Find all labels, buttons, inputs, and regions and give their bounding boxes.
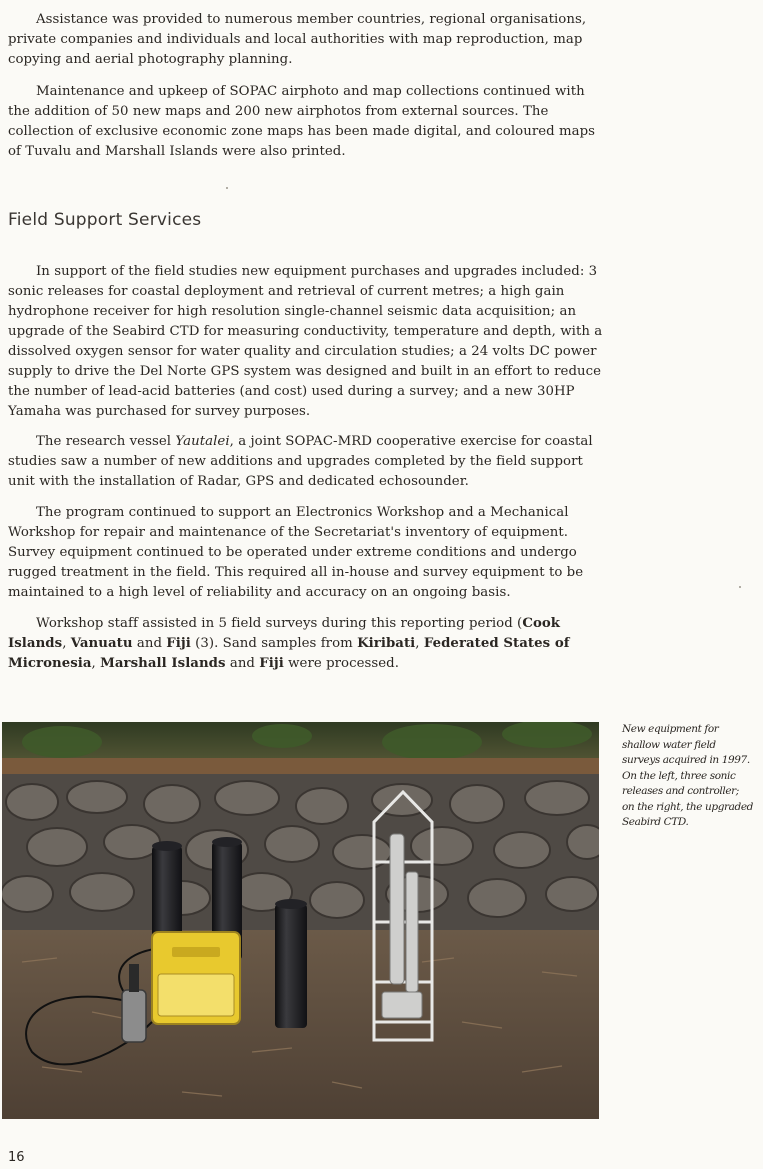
country-name: Vanuatu (70, 636, 133, 651)
country-name: Cook Islands (8, 616, 561, 651)
print-speck (226, 187, 228, 189)
paragraph-equipment-purchases: In support of the field studies new equipment purchases and upgrades included: 3 sonic releases for coastal deployment and retrieval of current metres; a high gain hydrophone receiver for high resolution single-channel seismic data acquisition; an upgrade of the Seabird CTD for measuring conductivity, temperature and depth, with a dissolved oxygen sensor for water quality and circulation studies; a 24 volts DC power supply to drive the Del Norte GPS system was designed and built in an effort to reduce the number of lead-acid batteries (and cost) used during a survey; and a new 30HP Yamaha was purchased for survey purposes. (8, 264, 603, 419)
intro-paragraph-map-reproduction: Assistance was provided to numerous member countries, regional organisations, private companies and individuals and local authorities with map reproduction, map copying and aerial photography planning. (8, 12, 587, 67)
print-speck (739, 586, 741, 588)
text-run: Workshop staff assisted in 5 field surveys during this reporting period ( (36, 616, 523, 631)
text-run: , (91, 656, 101, 671)
country-name: Kiribati (357, 636, 416, 651)
equipment-photo (2, 722, 599, 1119)
paragraph-field-surveys (8, 614, 608, 674)
text-run: The research vessel (36, 434, 176, 449)
text-run: and (132, 636, 167, 651)
equipment-photo-illustration (2, 722, 599, 1119)
text-run: and (225, 656, 260, 671)
text-run: , a joint SOPAC-MRD cooperative exercise for coastal studies saw a number of new additions and upgrades completed by the field support unit with the installation of Radar, GPS and dedicated echosounder. (8, 434, 593, 489)
vessel-name: Yautalei (175, 434, 230, 449)
text-run: (3). Sand samples from (190, 636, 358, 651)
photo-caption: New equipment for shallow water field surveys acquired in 1997. On the left, three sonic releases and controller; on the right, the upgraded Seabird CTD. (622, 723, 753, 828)
country-name: Federated States of Micronesia (8, 636, 570, 671)
country-name: Marshall Islands (100, 656, 226, 671)
text-run: were processed. (283, 656, 400, 671)
paragraph-workshops: The program continued to support an Electronics Workshop and a Mechanical Workshop for repair and maintenance of the Secretariat's inventory of equipment. Survey equipment continued to be operated under extreme conditions and undergo rugged treatment in the field. This required all in-house and survey equipment to be maintained to a high level of reliability and accuracy on an ongoing basis. (8, 505, 584, 600)
text-run: , (62, 636, 71, 651)
page-number: 16 (8, 1150, 25, 1165)
intro-paragraph-airphoto-collections: Maintenance and upkeep of SOPAC airphoto and map collections continued with the addition of 50 new maps and 200 new airphotos from external sources. The collection of exclusive economic zone maps has been made digital, and coloured maps of Tuvalu and Marshall Islands were also printed. (8, 84, 596, 159)
country-name: Fiji (166, 636, 191, 651)
text-run: , (415, 636, 424, 651)
paragraph-research-vessel (8, 432, 608, 492)
country-name: Fiji (259, 656, 284, 671)
section-heading: Field Support Services (8, 210, 202, 230)
